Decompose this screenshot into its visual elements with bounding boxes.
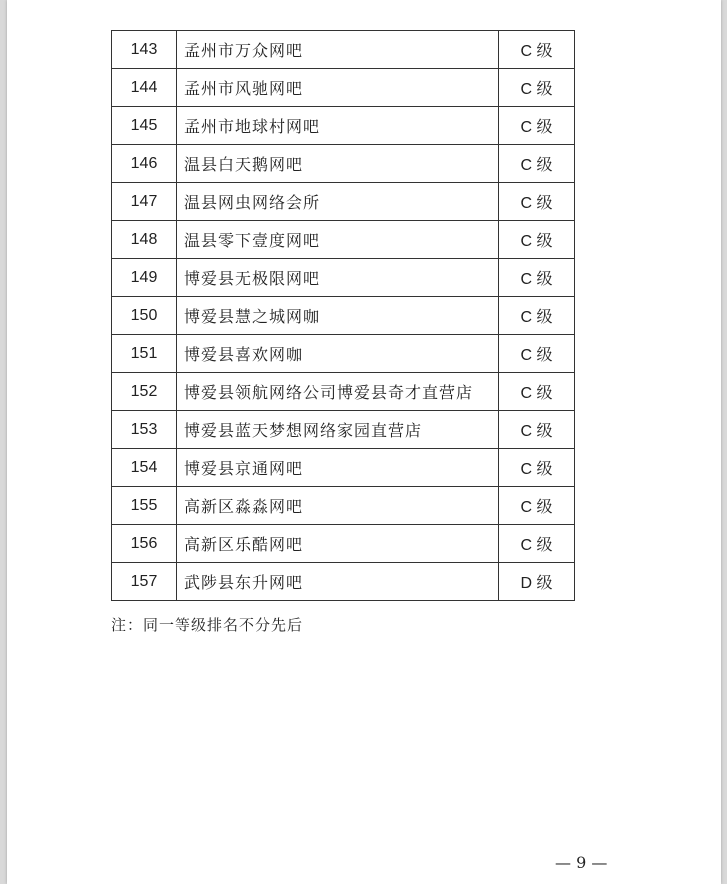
venue-name: 温县白天鹅网吧 bbox=[177, 145, 499, 183]
table-row bbox=[112, 31, 575, 69]
row-number: 143 bbox=[112, 31, 177, 69]
grade-cell: C 级 bbox=[499, 487, 575, 525]
venue-name: 孟州市万众网吧 bbox=[177, 31, 499, 69]
table-note: 注：同一等级排名不分先后 bbox=[111, 616, 304, 634]
grade-cell: C 级 bbox=[499, 69, 575, 107]
table-row bbox=[112, 411, 575, 449]
table-row bbox=[112, 525, 575, 563]
table-row bbox=[112, 335, 575, 373]
table-row bbox=[112, 297, 575, 335]
table-row bbox=[112, 259, 575, 297]
venue-name: 孟州市地球村网吧 bbox=[177, 107, 499, 145]
page-number: — 9 — bbox=[555, 853, 608, 872]
row-number: 151 bbox=[112, 335, 177, 373]
row-number: 147 bbox=[112, 183, 177, 221]
grade-cell: C 级 bbox=[499, 259, 575, 297]
grade-cell: C 级 bbox=[499, 297, 575, 335]
grade-cell: D 级 bbox=[499, 563, 575, 601]
row-number: 153 bbox=[112, 411, 177, 449]
venue-name: 博爱县蓝天梦想网络家园直营店 bbox=[177, 411, 499, 449]
venue-name: 博爱县慧之城网咖 bbox=[177, 297, 499, 335]
row-number: 155 bbox=[112, 487, 177, 525]
row-number: 152 bbox=[112, 373, 177, 411]
table-row bbox=[112, 487, 575, 525]
grade-cell: C 级 bbox=[499, 373, 575, 411]
venue-name: 博爱县京通网吧 bbox=[177, 449, 499, 487]
row-number: 145 bbox=[112, 107, 177, 145]
venue-name: 武陟县东升网吧 bbox=[177, 563, 499, 601]
ranking-table bbox=[111, 30, 575, 601]
venue-name: 高新区淼淼网吧 bbox=[177, 487, 499, 525]
table-row bbox=[112, 69, 575, 107]
row-number: 148 bbox=[112, 221, 177, 259]
row-number: 156 bbox=[112, 525, 177, 563]
grade-cell: C 级 bbox=[499, 411, 575, 449]
document-page bbox=[7, 0, 721, 884]
grade-cell: C 级 bbox=[499, 145, 575, 183]
row-number: 144 bbox=[112, 69, 177, 107]
grade-cell: C 级 bbox=[499, 107, 575, 145]
table-row bbox=[112, 145, 575, 183]
venue-name: 高新区乐酷网吧 bbox=[177, 525, 499, 563]
row-number: 146 bbox=[112, 145, 177, 183]
row-number: 150 bbox=[112, 297, 177, 335]
table-row bbox=[112, 107, 575, 145]
grade-cell: C 级 bbox=[499, 525, 575, 563]
venue-name: 孟州市风驰网吧 bbox=[177, 69, 499, 107]
table-row bbox=[112, 221, 575, 259]
venue-name: 博爱县领航网络公司博爱县奇才直营店 bbox=[177, 373, 499, 411]
table-row bbox=[112, 373, 575, 411]
grade-cell: C 级 bbox=[499, 449, 575, 487]
venue-name: 温县网虫网络会所 bbox=[177, 183, 499, 221]
venue-name: 博爱县喜欢网咖 bbox=[177, 335, 499, 373]
table-row bbox=[112, 449, 575, 487]
grade-cell: C 级 bbox=[499, 31, 575, 69]
grade-cell: C 级 bbox=[499, 335, 575, 373]
venue-name: 温县零下壹度网吧 bbox=[177, 221, 499, 259]
row-number: 149 bbox=[112, 259, 177, 297]
venue-name: 博爱县无极限网吧 bbox=[177, 259, 499, 297]
grade-cell: C 级 bbox=[499, 183, 575, 221]
row-number: 157 bbox=[112, 563, 177, 601]
table-row bbox=[112, 563, 575, 601]
grade-cell: C 级 bbox=[499, 221, 575, 259]
table-row bbox=[112, 183, 575, 221]
row-number: 154 bbox=[112, 449, 177, 487]
